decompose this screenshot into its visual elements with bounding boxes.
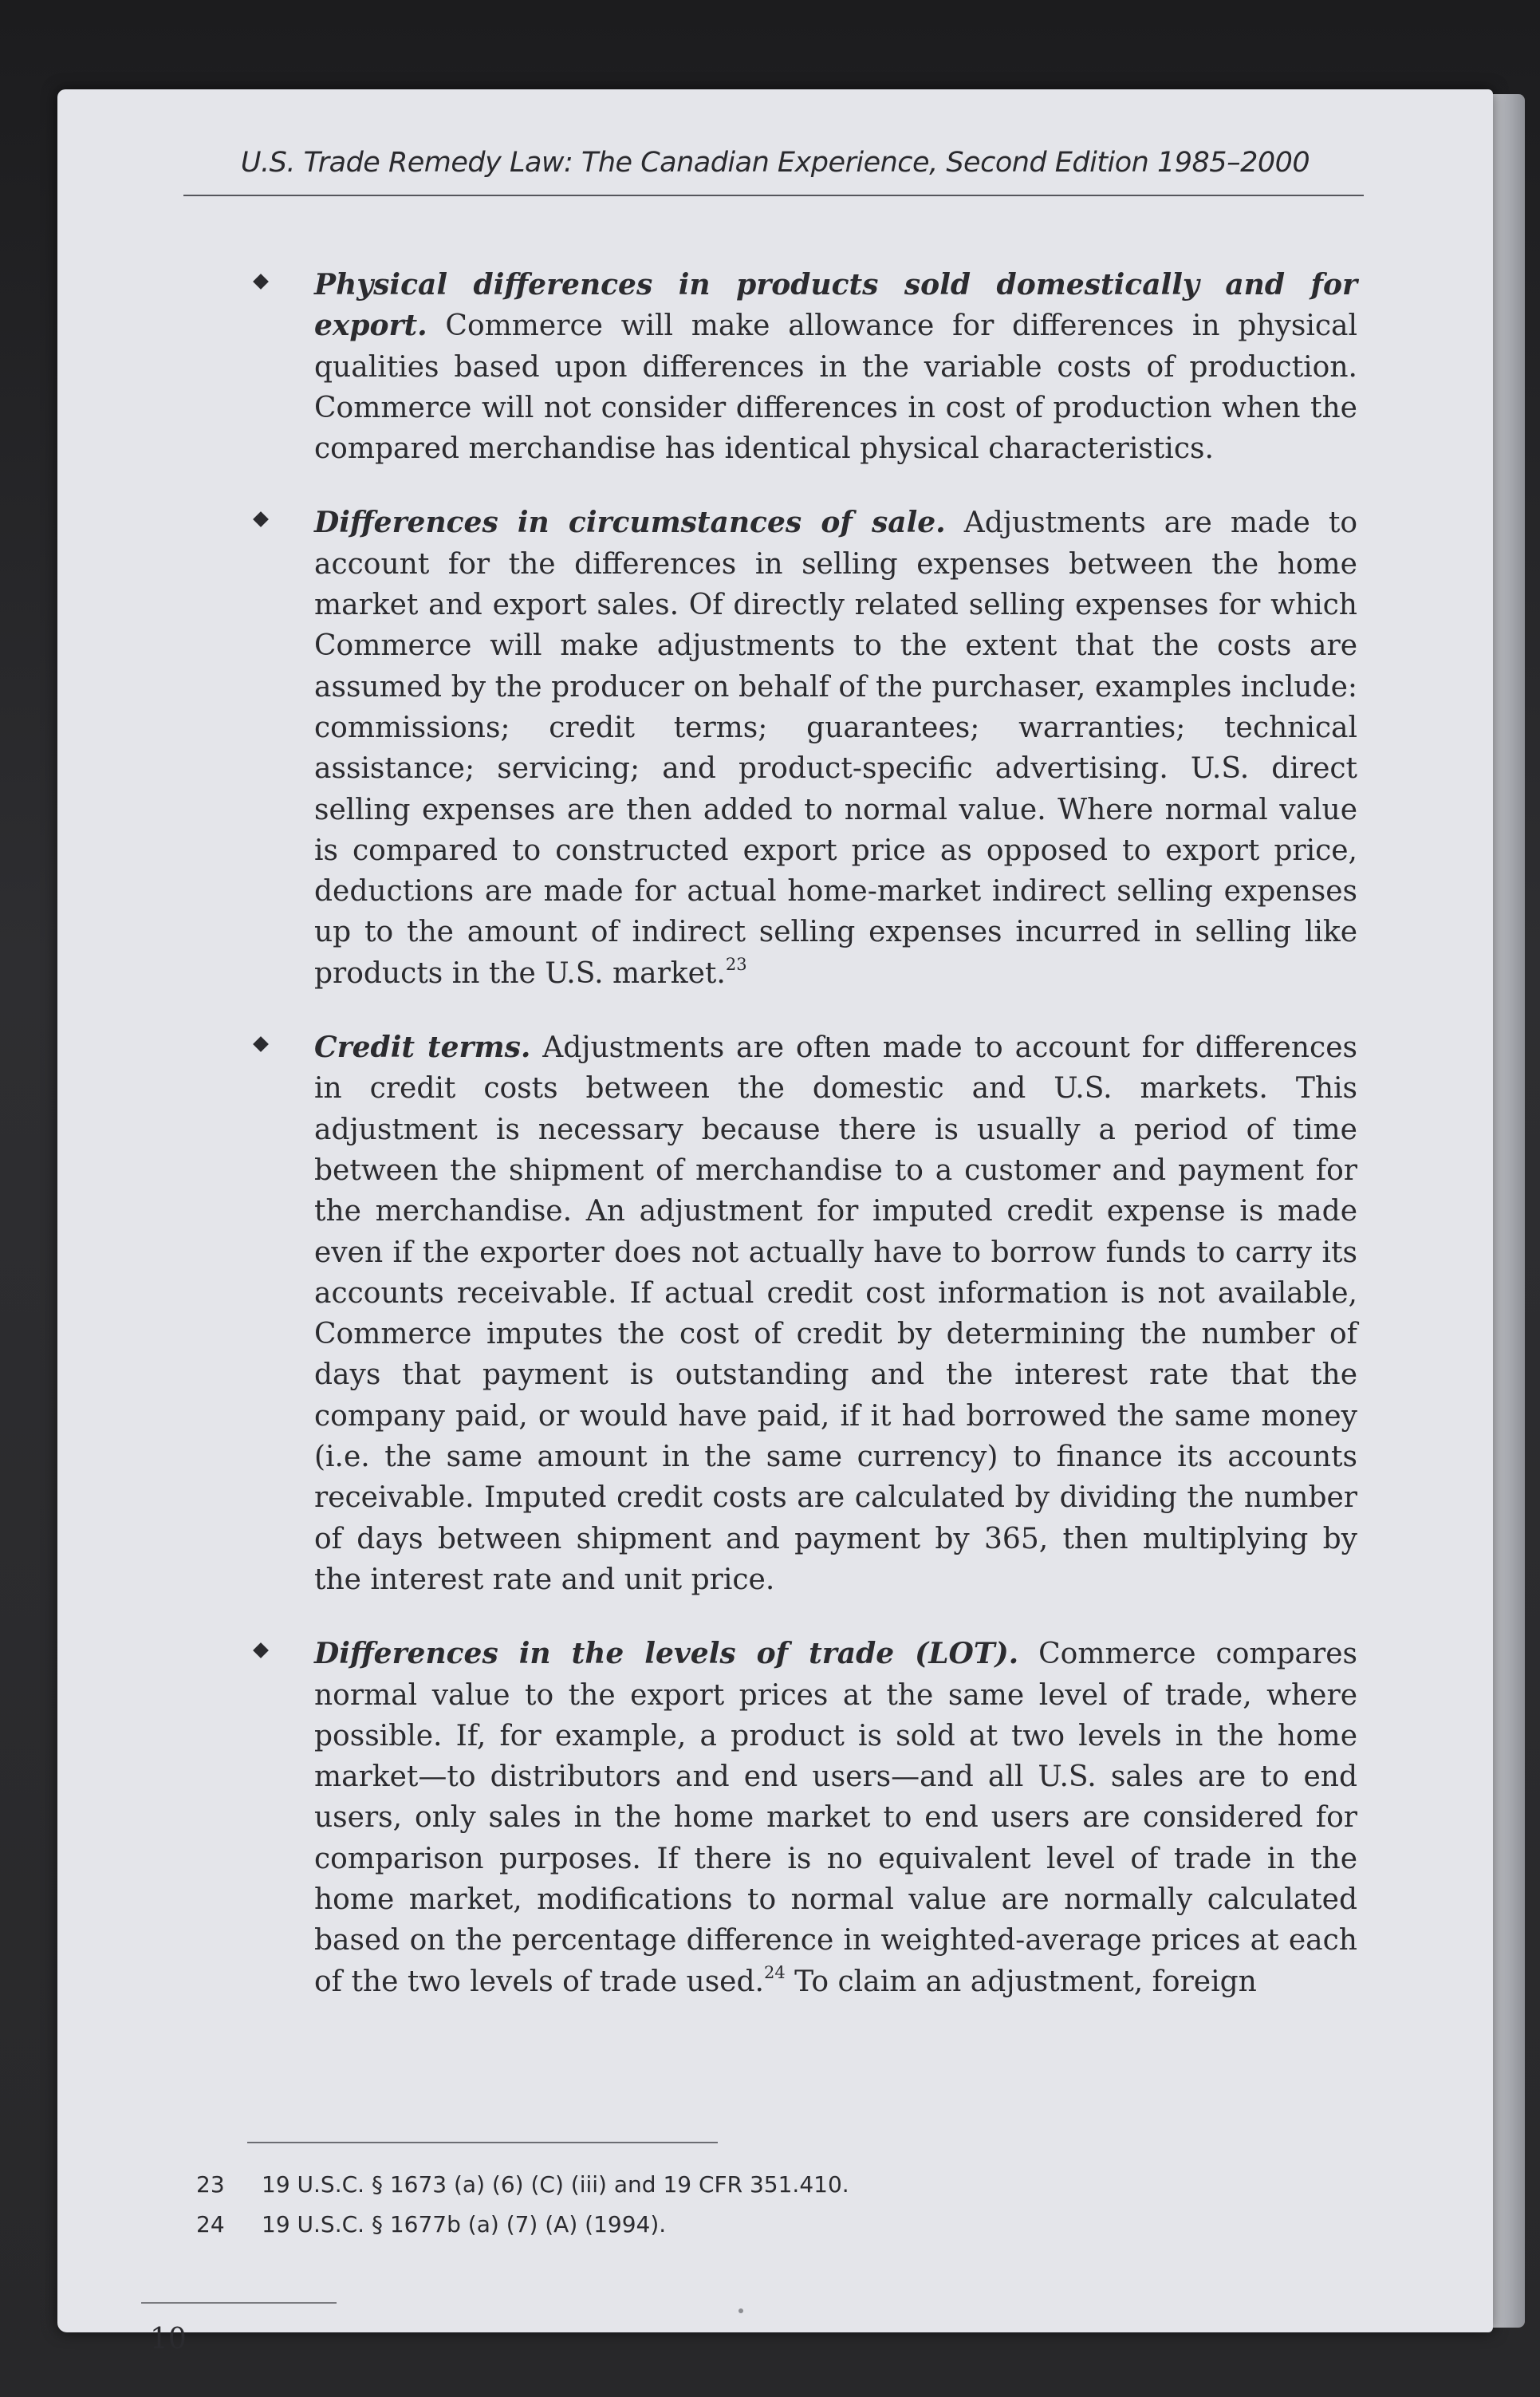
diamond-bullet-icon [253, 1036, 269, 1052]
item-text: Adjustments are made to account for the differences in selling expenses between the home market and export sales. Of directly related selling expenses for which Commerce will make adjustments to the extent that the costs are assumed by the producer on behalf of the purchaser, examples include: commissions; credit terms; guarantees; warranties; technical assistance; servicing; and product-specific advertising. U.S. direct selling expenses are then added to normal value. Where normal value is compared to constructed export price as opposed to export price, deductions are made for actual home-market indirect selling expenses up to the amount of indirect selling expenses incurred in selling like products in the U.S. market. [314, 507, 1357, 990]
footnote [196, 2211, 849, 2251]
page-edge [1493, 94, 1525, 2328]
footnote-text: 19 U.S.C. § 1677b (a) (7) (A) (1994). [262, 2211, 667, 2237]
bullet-item-physical-differences [185, 265, 1357, 469]
footnote-ref: 23 [725, 954, 747, 974]
item-text-tail: To claim an adjustment, foreign [785, 1965, 1257, 1998]
item-lead: Credit terms. [314, 1031, 531, 1065]
footnote-text: 19 U.S.C. § 1673 (a) (6) (C) (iii) and 19 CFR 351.410. [262, 2171, 849, 2198]
folio-rule [141, 2302, 337, 2304]
footnote-rule [247, 2142, 718, 2143]
bullet-item-credit-terms [185, 1027, 1357, 1600]
page-number: 10 [150, 2323, 187, 2356]
item-text: Adjustments are often made to account for differences in credit costs between the domestic and U.S. markets. This adjustment is necessary because there is usually a period of time between the shipment of merchandise to a customer and payment for the merchandise. An adjustment for imputed credit expense is made even if the exporter does not actually have to borrow funds to carry its accounts receivable. If actual credit cost information is not available, Commerce imputes the cost of credit by determining the number of days that payment is outstanding and the interest rate that the company paid, or would have paid, if it had borrowed the same money (i.e. the same amount in the same currency) to finance its accounts receivable. Imputed credit costs are calculated by dividing the number of days between shipment and payment by 365, then multiplying by the interest rate and unit price. [314, 1031, 1357, 1596]
diamond-bullet-icon [253, 1642, 269, 1658]
header-rule [183, 195, 1364, 196]
running-head: U.S. Trade Remedy Law: The Canadian Experience, Second Edition 1985–2000 [240, 147, 1310, 179]
body-text [185, 265, 1357, 2036]
footnotes [196, 2171, 849, 2251]
item-text: Commerce compares normal value to the export prices at the same level of trade, where possible. If, for example, a product is sold at two levels in the home market—to distributors and end users—and all U.S. sales are to end users, only sales in the home market to end users are considered for comparison purposes. If there is no equivalent level of trade in the home market, modifications to normal value are normally calculated based on the percentage difference in weighted-average prices at each of the two levels of trade used. [314, 1638, 1357, 1998]
bullet-item-levels-of-trade [185, 1634, 1357, 2002]
item-text: Commerce will make allowance for differences in physical qualities based upon differences in the variable costs of production. Commerce will not consider differences in cost of production when the compared merchandise has identical physical characteristics. [314, 309, 1357, 466]
diamond-bullet-icon [253, 512, 269, 528]
paper-speck [738, 2308, 743, 2313]
footnote-ref: 24 [763, 1962, 786, 1982]
footnote [196, 2171, 849, 2211]
diamond-bullet-icon [253, 274, 269, 290]
book-page [57, 89, 1493, 2356]
item-lead: Differences in circumstances of sale. [314, 506, 946, 540]
bullet-item-circumstances-of-sale [185, 503, 1357, 994]
footnote-number: 23 [196, 2171, 225, 2198]
item-lead: Differences in the levels of trade (LOT). [314, 1637, 1019, 1671]
item-lead: Physical differences in products sold domestically and for export. [314, 268, 1357, 343]
footnote-number: 24 [196, 2211, 225, 2237]
